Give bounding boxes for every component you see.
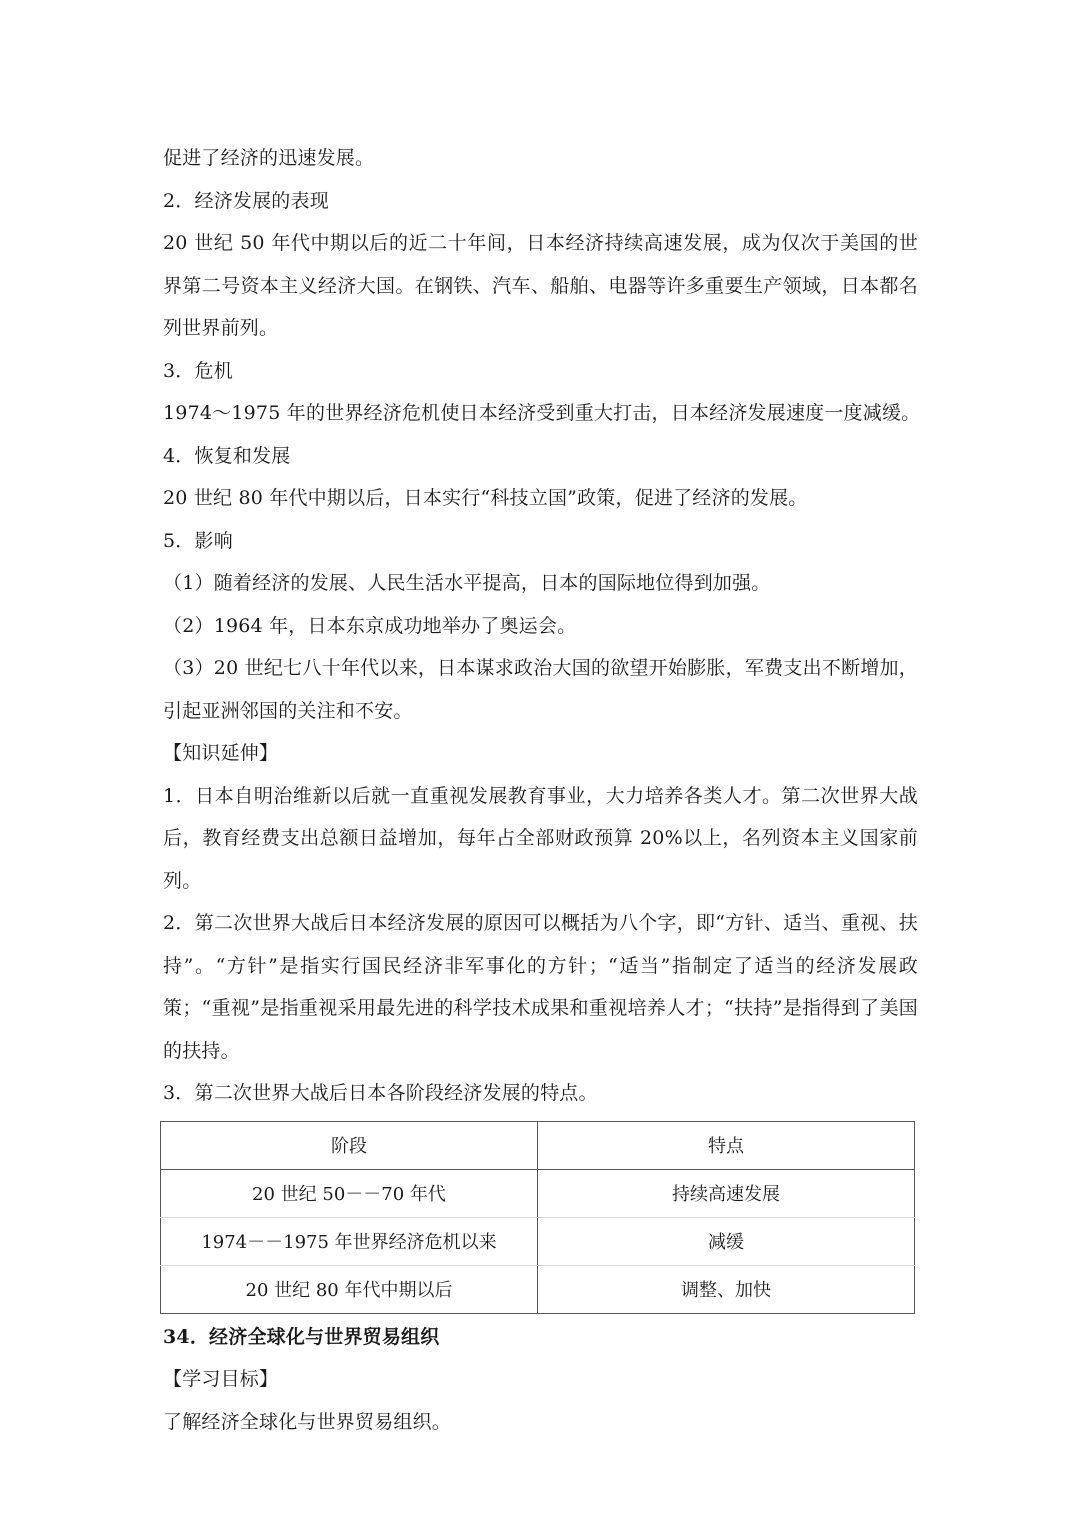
table-cell-stage: 20 世纪 50－－70 年代	[161, 1169, 538, 1217]
impact-item-1: （1）随着经济的发展、人民生活水平提高，日本的国际地位得到加强。	[163, 572, 771, 594]
extension-item-3: 3．第二次世界大战后日本各阶段经济发展的特点。	[163, 1082, 598, 1104]
table-cell-feature: 调整、加快	[538, 1265, 915, 1313]
table-row	[161, 1217, 915, 1265]
impact-item-3: （3）20 世纪七八十年代以来，日本谋求政治大国的欲望开始膨胀，军费支出不断增加，引起亚洲邻国的关注和不安。	[163, 657, 918, 722]
paragraph-economic-performance: 20 世纪 50 年代中期以后的近二十年间，日本经济持续高速发展，成为仅次于美国的世界第二号资本主义经济大国。在钢铁、汽车、船舶、电器等许多重要生产领域，日本都名列世界前列。	[163, 232, 918, 339]
heading-learning-goal: 【学习目标】	[163, 1368, 279, 1390]
heading-knowledge-extension: 【知识延伸】	[163, 742, 279, 764]
section-title: 34．经济全球化与世界贸易组织	[163, 1325, 440, 1348]
learning-goal-text: 了解经济全球化与世界贸易组织。	[163, 1410, 452, 1433]
table-cell-feature: 持续高速发展	[538, 1169, 915, 1217]
table-header-row	[161, 1121, 915, 1169]
stages-table	[160, 1121, 915, 1314]
table-row	[161, 1169, 915, 1217]
paragraph-recovery: 20 世纪 80 年代中期以后，日本实行“科技立国”政策，促进了经济的发展。	[163, 487, 808, 509]
table-header-stage: 阶段	[161, 1121, 538, 1169]
extension-item-1: 1．日本自明治维新以后就一直重视发展教育事业，大力培养各类人才。第二次世界大战后，教育经费支出总额日益增加，每年占全部财政预算 20%以上，名列资本主义国家前列。	[163, 784, 918, 892]
table-header-feature: 特点	[538, 1121, 915, 1169]
table-row	[161, 1265, 915, 1313]
table-cell-stage: 1974－－1975 年世界经济危机以来	[161, 1217, 538, 1265]
document-page	[163, 137, 921, 1443]
paragraph-continuation: 促进了经济的迅速发展。	[163, 147, 375, 169]
heading-recovery: 4．恢复和发展	[163, 444, 291, 467]
table-cell-stage: 20 世纪 80 年代中期以后	[161, 1265, 538, 1313]
paragraph-crisis: 1974～1975 年的世界经济危机使日本经济受到重大打击，日本经济发展速度一度减缓。	[163, 402, 921, 424]
heading-impact: 5．影响	[163, 529, 233, 552]
heading-economic-performance: 2．经济发展的表现	[163, 189, 329, 212]
table-cell-feature: 减缓	[538, 1217, 915, 1265]
impact-item-2: （2）1964 年，日本东京成功地举办了奥运会。	[163, 614, 577, 637]
extension-item-2: 2．第二次世界大战后日本经济发展的原因可以概括为八个字，即“方针、适当、重视、扶持”。“方针”是指实行国民经济非军事化的方针；“适当”指制定了适当的经济发展政策；“重视”是指重视采用最先进的科学技术成果和重视培养人才；“扶持”是指得到了美国的扶持。	[163, 912, 918, 1062]
heading-crisis: 3．危机	[163, 359, 233, 382]
